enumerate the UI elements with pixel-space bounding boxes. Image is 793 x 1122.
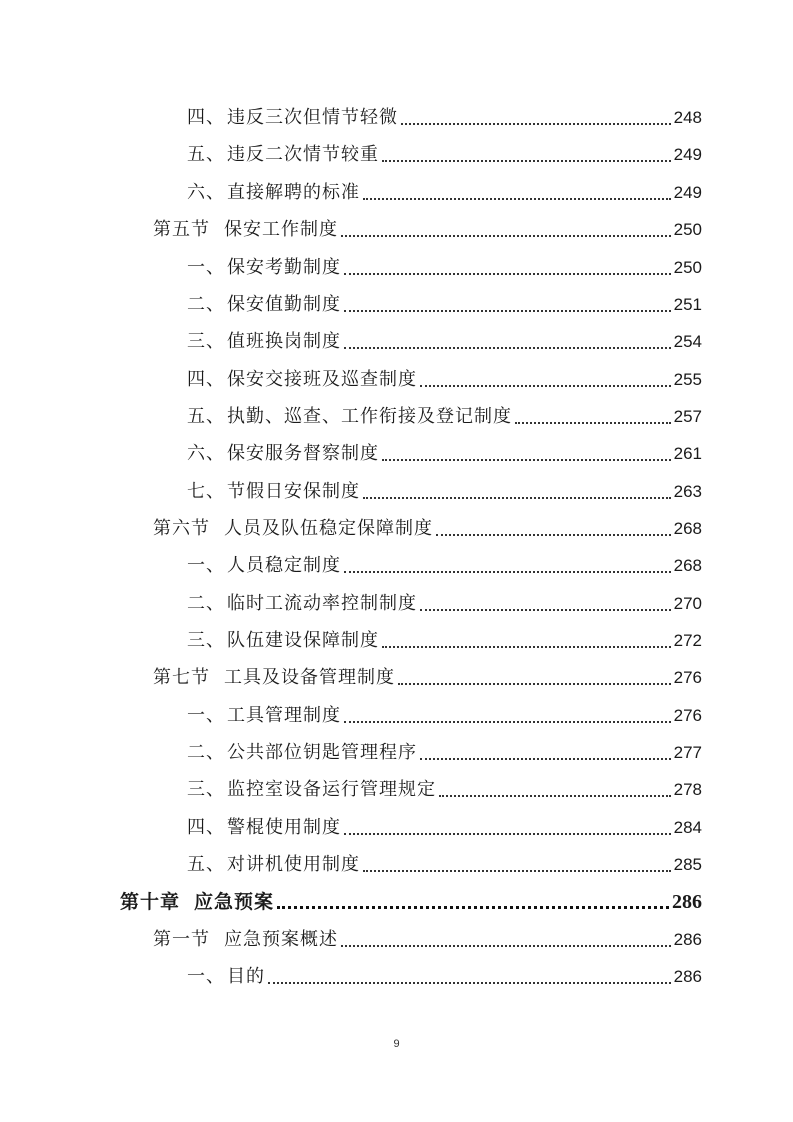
toc-entry[interactable] <box>187 552 702 580</box>
toc-entry-number: 一、 <box>187 257 225 278</box>
toc-entry[interactable] <box>187 814 702 842</box>
toc-dot-leader <box>344 347 671 349</box>
toc-entry[interactable] <box>153 664 702 692</box>
toc-entry[interactable] <box>187 328 702 356</box>
toc-entry-number: 二、 <box>187 294 225 315</box>
toc-entry-page: 276 <box>673 668 702 687</box>
toc-entry-page: 263 <box>673 482 702 501</box>
toc-entry-number: 四、 <box>187 107 225 128</box>
toc-entry-title: 应急预案概述 <box>224 929 338 950</box>
toc-entry-page: 248 <box>673 108 702 127</box>
toc-dot-leader <box>363 198 671 200</box>
toc-entry[interactable] <box>187 179 702 207</box>
toc-entry-title: 违反二次情节较重 <box>227 144 379 165</box>
toc-entry-page: 270 <box>673 594 702 613</box>
toc-entry-number: 三、 <box>187 331 225 352</box>
toc-entry-page: 284 <box>673 818 702 837</box>
toc-entry[interactable] <box>187 440 702 468</box>
toc-entry[interactable] <box>153 216 702 244</box>
toc-entry-number: 第一节 <box>153 929 210 950</box>
toc-entry-number: 一、 <box>187 966 225 987</box>
toc-entry-page: 285 <box>673 855 702 874</box>
toc-entry-number: 四、 <box>187 817 225 838</box>
toc-entry[interactable] <box>187 590 702 618</box>
toc-entry[interactable] <box>187 627 702 655</box>
toc-entry-title: 警棍使用制度 <box>227 817 341 838</box>
toc-entry-title: 临时工流动率控制制度 <box>227 593 417 614</box>
toc-entry-page: 249 <box>673 183 702 202</box>
toc-entry-title: 执勤、巡查、工作衔接及登记制度 <box>227 406 512 427</box>
toc-entry[interactable] <box>187 291 702 319</box>
toc-entry-page: 261 <box>673 444 702 463</box>
toc-dot-leader <box>344 721 671 723</box>
toc-entry-title: 人员及队伍稳定保障制度 <box>224 518 433 539</box>
toc-entry-number: 二、 <box>187 593 225 614</box>
toc-entry-number: 五、 <box>187 144 225 165</box>
toc-dot-leader <box>344 571 671 573</box>
toc-entry-title: 保安交接班及巡查制度 <box>227 369 417 390</box>
toc-entry-chapter[interactable] <box>120 888 702 916</box>
page-number: 9 <box>393 1038 400 1050</box>
toc-dot-leader <box>341 945 671 947</box>
toc-entry-title: 对讲机使用制度 <box>227 854 360 875</box>
toc-entry-title: 保安值勤制度 <box>227 294 341 315</box>
toc-dot-leader <box>420 758 671 760</box>
toc-entry[interactable] <box>187 478 702 506</box>
toc-entry[interactable] <box>187 851 702 879</box>
toc-entry-title: 保安考勤制度 <box>227 257 341 278</box>
toc-entry-number: 第十章 <box>120 891 181 913</box>
toc-entry-page: 250 <box>673 220 702 239</box>
toc-entry[interactable] <box>153 926 702 954</box>
toc-entry-title: 人员稳定制度 <box>227 555 341 576</box>
toc-entry-number: 一、 <box>187 705 225 726</box>
toc-dot-leader <box>344 310 671 312</box>
toc-dot-leader <box>382 459 671 461</box>
toc-entry-page: 249 <box>673 145 702 164</box>
toc-entry-title: 公共部位钥匙管理程序 <box>227 742 417 763</box>
toc-entry-page: 268 <box>673 556 702 575</box>
toc-entry-page: 251 <box>673 295 702 314</box>
toc-dot-leader <box>382 160 671 162</box>
toc-entry-title: 节假日安保制度 <box>227 481 360 502</box>
toc-entry[interactable] <box>187 963 702 991</box>
toc-entry-title: 目的 <box>227 966 265 987</box>
toc-entry-title: 工具管理制度 <box>227 705 341 726</box>
toc-entry[interactable] <box>153 515 702 543</box>
toc-dot-leader <box>344 833 671 835</box>
toc-entry-title: 值班换岗制度 <box>227 331 341 352</box>
toc-entry-page: 276 <box>673 706 702 725</box>
toc-dot-leader <box>398 683 671 685</box>
toc-dot-leader <box>341 235 671 237</box>
toc-entry-number: 第六节 <box>153 518 210 539</box>
toc-dot-leader <box>363 497 671 499</box>
toc-dot-leader <box>436 534 671 536</box>
toc-entry[interactable] <box>187 366 702 394</box>
toc-dot-leader <box>277 906 669 909</box>
toc-entry-number: 四、 <box>187 369 225 390</box>
toc-entry-page: 268 <box>673 519 702 538</box>
toc-dot-leader <box>344 273 671 275</box>
toc-entry-page: 272 <box>673 631 702 650</box>
toc-entry-title: 保安工作制度 <box>224 219 338 240</box>
toc-dot-leader <box>439 795 671 797</box>
toc-entry-title: 应急预案 <box>194 891 275 913</box>
toc-entry-title: 工具及设备管理制度 <box>224 667 395 688</box>
toc-dot-leader <box>363 870 671 872</box>
toc-entry-number: 一、 <box>187 555 225 576</box>
toc-entry-page: 250 <box>673 258 702 277</box>
toc-entry-number: 七、 <box>187 481 225 502</box>
toc-entry-page: 278 <box>673 780 702 799</box>
toc-entry[interactable] <box>187 776 702 804</box>
toc-entry-page: 257 <box>673 407 702 426</box>
toc-dot-leader <box>420 385 671 387</box>
toc-entry-title: 保安服务督察制度 <box>227 443 379 464</box>
toc-entry[interactable] <box>187 254 702 282</box>
toc-entry[interactable] <box>187 739 702 767</box>
toc-entry-page: 255 <box>673 370 702 389</box>
toc-entry-number: 二、 <box>187 742 225 763</box>
toc-entry-page: 286 <box>673 930 702 949</box>
toc-entry-number: 六、 <box>187 443 225 464</box>
toc-entry-number: 六、 <box>187 182 225 203</box>
toc-entry-title: 直接解聘的标准 <box>227 182 360 203</box>
toc-entry-number: 五、 <box>187 854 225 875</box>
toc-entry-page: 286 <box>673 967 702 986</box>
toc-entry-number: 三、 <box>187 630 225 651</box>
toc-dot-leader <box>382 646 671 648</box>
toc-entry-number: 第五节 <box>153 219 210 240</box>
toc-entry-title: 队伍建设保障制度 <box>227 630 379 651</box>
toc-dot-leader <box>515 422 671 424</box>
toc-entry-page: 277 <box>673 743 702 762</box>
toc-entry[interactable] <box>187 104 702 132</box>
toc-entry-number: 五、 <box>187 406 225 427</box>
toc-entry-number: 三、 <box>187 779 225 800</box>
toc-entry-title: 违反三次但情节轻微 <box>227 107 398 128</box>
toc-entry-title: 监控室设备运行管理规定 <box>227 779 436 800</box>
toc-dot-leader <box>401 123 671 125</box>
toc-dot-leader <box>268 982 671 984</box>
toc-dot-leader <box>420 609 671 611</box>
toc-entry[interactable] <box>187 403 702 431</box>
toc-entry[interactable] <box>187 702 702 730</box>
toc-entry-page: 254 <box>673 332 702 351</box>
toc-entry-number: 第七节 <box>153 667 210 688</box>
toc-entry-page: 286 <box>672 891 702 913</box>
toc-entry[interactable] <box>187 141 702 169</box>
